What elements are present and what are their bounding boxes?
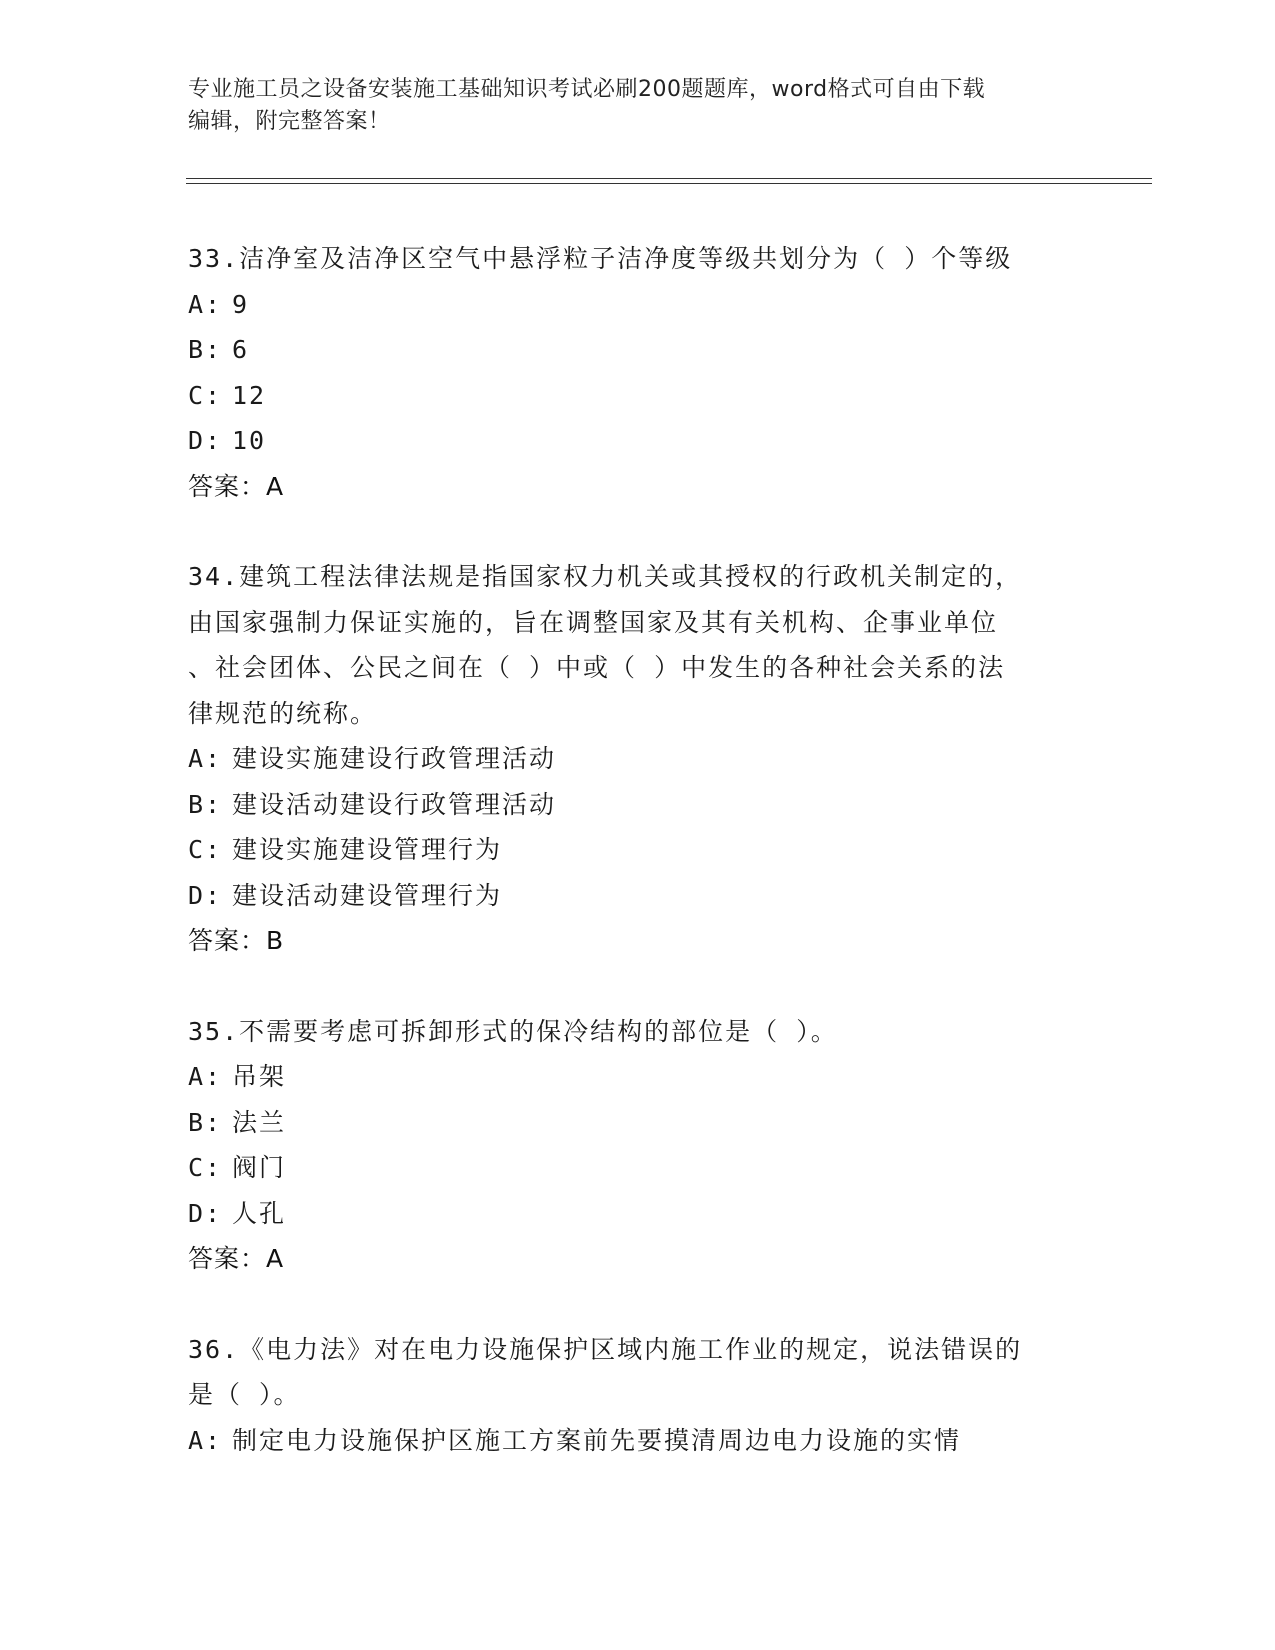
question-block: [188, 236, 1088, 554]
answer-option: [188, 418, 1088, 464]
question-stem-line: 33.洁净室及洁净区空气中悬浮粒子洁净度等级共划分为（ ）个等级: [188, 244, 1013, 273]
question-block: [188, 1327, 1088, 1464]
answer-option: [188, 782, 1088, 828]
question-stem-line: 35.不需要考虑可拆卸形式的保冷结构的部位是（ ）。: [188, 1016, 838, 1046]
option-letter: B:: [188, 335, 223, 364]
question-spacer: [188, 509, 1088, 554]
answer-option: [188, 1100, 1088, 1146]
header-line-1: 专业施工员之设备安装施工基础知识考试必刷200题题库，word格式可自由下载: [188, 77, 986, 102]
question-list: [188, 236, 1088, 1463]
answer-option: [188, 1054, 1088, 1100]
option-text: 10: [232, 426, 267, 455]
option-letter: A:: [188, 1062, 223, 1091]
option-text: 9: [232, 289, 250, 319]
answer-option: [188, 873, 1088, 919]
question-stem-line: 36.《电力法》对在电力设施保护区域内施工作业的规定，说法错误的: [188, 1334, 1023, 1364]
answer-option: [188, 827, 1088, 873]
option-text: 人孔: [232, 1198, 287, 1228]
option-text: 建设实施建设行政管理活动: [232, 744, 557, 773]
document-header: [188, 74, 1088, 138]
option-letter: A:: [188, 1425, 223, 1455]
option-letter: B:: [188, 789, 223, 819]
option-text: 建设活动建设管理行为: [232, 880, 503, 910]
question-spacer: [188, 1282, 1088, 1327]
answer-option: [188, 1418, 1088, 1464]
option-text: 12: [232, 380, 267, 410]
answer-key: 答案：A: [188, 471, 285, 501]
question-stem-line: 是（ ）。: [188, 1380, 301, 1409]
question-block: [188, 1009, 1088, 1327]
option-text: 6: [232, 335, 250, 364]
option-letter: C:: [188, 380, 223, 410]
option-letter: D:: [188, 1198, 223, 1228]
answer-option: [188, 736, 1088, 782]
question-stem-line: 34.建筑工程法律法规是指国家权力机关或其授权的行政机关制定的，: [188, 562, 1023, 591]
header-line-2: 编辑，附完整答案！: [188, 109, 391, 134]
option-text: 法兰: [232, 1107, 287, 1137]
answer-option: [188, 373, 1088, 419]
question-stem-line: 、社会团体、公民之间在（ ）中或（ ）中发生的各种社会关系的法: [188, 653, 1006, 682]
header-rule-top: [186, 178, 1152, 179]
option-text: 制定电力设施保护区施工方案前先要摸清周边电力设施的实情: [232, 1425, 962, 1455]
header-rule-bottom: [186, 183, 1152, 184]
option-text: 吊架: [232, 1062, 287, 1091]
answer-option: [188, 1191, 1088, 1237]
option-letter: C:: [188, 835, 223, 864]
option-letter: C:: [188, 1153, 223, 1182]
answer-option: [188, 327, 1088, 373]
question-stem-line: 由国家强制力保证实施的，旨在调整国家及其有关机构、企事业单位: [188, 607, 999, 637]
question-stem-line: 律规范的统称。: [188, 698, 378, 728]
option-letter: B:: [188, 1107, 223, 1137]
option-letter: D:: [188, 426, 223, 455]
option-letter: D:: [188, 880, 223, 910]
option-text: 建设实施建设管理行为: [232, 835, 503, 864]
question-block: [188, 554, 1088, 1009]
option-letter: A:: [188, 744, 223, 773]
option-text: 建设活动建设行政管理活动: [232, 789, 557, 819]
option-text: 阀门: [232, 1153, 287, 1182]
option-letter: A:: [188, 289, 223, 319]
answer-option: [188, 282, 1088, 328]
question-spacer: [188, 964, 1088, 1009]
answer-key: 答案：B: [188, 926, 285, 955]
answer-option: [188, 1145, 1088, 1191]
answer-key: 答案：A: [188, 1244, 285, 1273]
